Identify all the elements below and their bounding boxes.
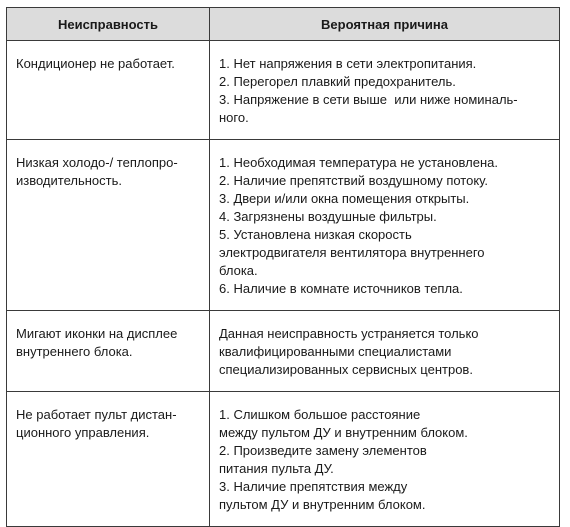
cause-line: между пультом ДУ и внутренним блоком. xyxy=(219,425,468,440)
cause-line: 1. Необходимая температура не установлена. xyxy=(219,155,498,170)
cause-line: 1. Слишком большое расстояние xyxy=(219,407,421,422)
cause-line: 4. Загрязнены воздушные фильтры. xyxy=(219,209,437,224)
cause-line: ного. xyxy=(219,110,249,125)
fault-cell xyxy=(7,311,210,392)
troubleshooting-table xyxy=(6,7,560,527)
cause-line: специализированных сервисных центров. xyxy=(219,362,473,377)
cause-line: Данная неисправность устраняется только xyxy=(219,326,479,341)
cause-line: 3. Двери и/или окна помещения открыты. xyxy=(219,191,470,206)
table-row xyxy=(7,41,560,140)
table-row xyxy=(7,140,560,311)
cause-line: 3. Наличие препятствия между xyxy=(219,479,408,494)
cause-line: блока. xyxy=(219,263,258,278)
cause-line: пультом ДУ и внутренним блоком. xyxy=(219,497,426,512)
fault-line: Кондиционер не работает. xyxy=(16,56,175,71)
cause-line: питания пульта ДУ. xyxy=(219,461,334,476)
cause-line: квалифицированными специалистами xyxy=(219,344,452,359)
fault-cell xyxy=(7,140,210,311)
header-fault: Неисправность xyxy=(7,8,210,41)
cause-cell xyxy=(210,311,560,392)
cause-cell xyxy=(210,392,560,527)
fault-line: Низкая холодо-/ теплопро- xyxy=(16,155,178,170)
cause-line: 2. Произведите замену элементов xyxy=(219,443,427,458)
cause-cell xyxy=(210,140,560,311)
table-row xyxy=(7,392,560,527)
cause-line: 5. Установлена низкая скорость xyxy=(219,227,412,242)
cause-line: 3. Напряжение в сети выше или ниже номиналь- xyxy=(219,92,518,107)
fault-line: Мигают иконки на дисплее xyxy=(16,326,178,341)
cause-line: 2. Наличие препятствий воздушному потоку. xyxy=(219,173,488,188)
cause-line: 2. Перегорел плавкий предохранитель. xyxy=(219,74,456,89)
fault-line: внутреннего блока. xyxy=(16,344,133,359)
fault-cell xyxy=(7,392,210,527)
fault-line: Не работает пульт дистан- xyxy=(16,407,177,422)
table-header-row xyxy=(7,8,560,41)
fault-line: изводительность. xyxy=(16,173,122,188)
fault-cell xyxy=(7,41,210,140)
cause-cell xyxy=(210,41,560,140)
header-cause: Вероятная причина xyxy=(210,8,560,41)
cause-line: 6. Наличие в комнате источников тепла. xyxy=(219,281,463,296)
table-row xyxy=(7,311,560,392)
cause-line: электродвигателя вентилятора внутреннего xyxy=(219,245,485,260)
cause-line: 1. Нет напряжения в сети электропитания. xyxy=(219,56,477,71)
fault-line: ционного управления. xyxy=(16,425,150,440)
